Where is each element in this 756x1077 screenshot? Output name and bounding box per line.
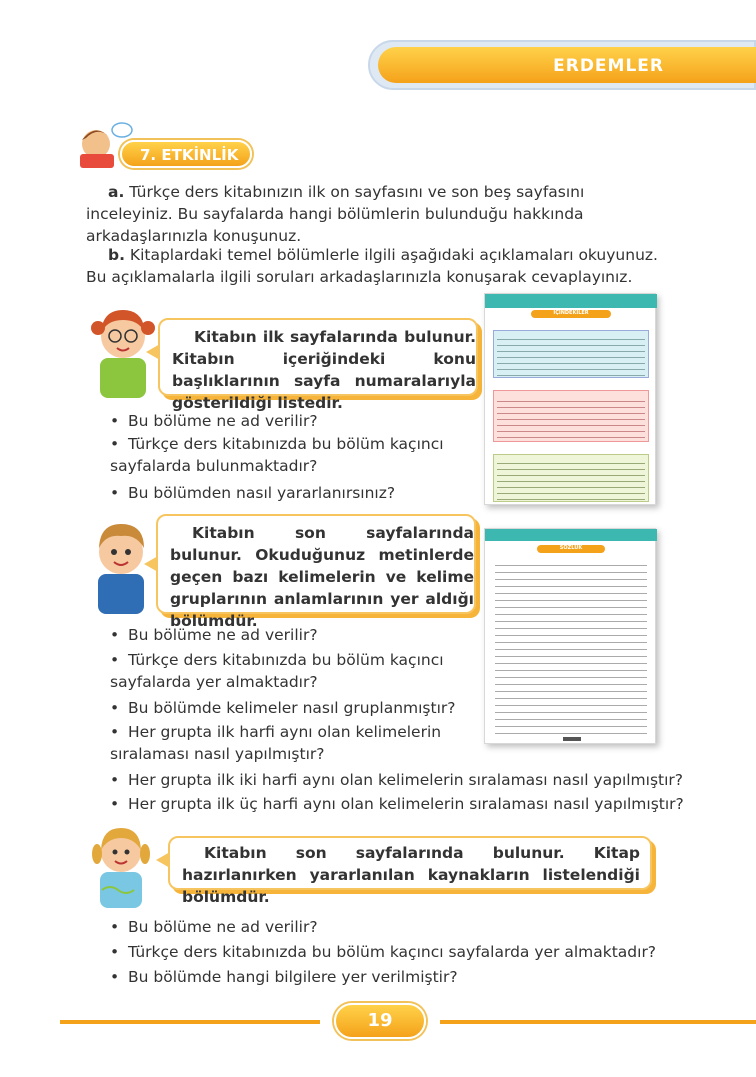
question-2-6: • Her grupta ilk üç harfi aynı olan kelimelerin sıralaması nasıl yapılmıştır? — [110, 795, 684, 813]
question-2-5: • Her grupta ilk iki harfi aynı olan kelimelerin sıralaması nasıl yapılmıştır? — [110, 771, 684, 789]
activity-badge — [120, 140, 252, 168]
question-text: Bu bölüme ne ad verilir? — [128, 918, 318, 936]
bubble-1-text: Kitabın ilk sayfalarında bulunur. Kitabın içeriğindeki konu başlıklarının sayfa numaralarıyla gösterildiği listedir. — [172, 328, 476, 412]
question-3-2: • Türkçe ders kitabınızda bu bölüm kaçıncı sayfalarda yer almaktadır? — [110, 943, 657, 961]
question-text: Bu bölümde hangi bilgilere yer verilmiştir? — [128, 968, 458, 986]
question-text: Bu bölümden nasıl yararlanırsınız? — [128, 484, 396, 502]
question-text: Her grupta ilk üç harfi aynı olan kelimelerin sıralaması nasıl yapılmıştır? — [128, 795, 684, 813]
question-2-1: • Bu bölüme ne ad verilir? — [110, 626, 318, 644]
toc-thumb-title: İÇİNDEKİLER — [553, 310, 589, 316]
question-1-1: • Bu bölüme ne ad verilir? — [110, 412, 318, 430]
page-number: 19 — [334, 1003, 426, 1039]
glossary-page-thumbnail — [484, 528, 656, 744]
activity-label: 7. ETKİNLİK — [140, 146, 239, 164]
glossary-thumb-title: SÖZLÜK — [559, 545, 583, 551]
instruction-a-text: Türkçe ders kitabınızın ilk on sayfasını ve son beş sayfasını inceleyiniz. Bu sayfalarda hangi bölümlerin bulunduğu hakkında arkadaşlarınızla konuşunuz. — [86, 183, 585, 245]
question-1-3: • Bu bölümden nasıl yararlanırsınız? — [110, 484, 396, 502]
marker-a: a. — [108, 183, 125, 201]
question-3-3: • Bu bölümde hangi bilgilere yer verilmiştir? — [110, 968, 458, 986]
bubble-3-tail — [156, 852, 170, 868]
footer-line-left — [60, 1020, 320, 1024]
toc-page-thumbnail — [484, 293, 656, 505]
bubble-3-text: Kitabın son sayfalarında bulunur. Kitap hazırlanırken yararlanılan kaynakların listelendiği bölümdür. — [182, 844, 640, 906]
question-2-2: • Türkçe ders kitabınızda bu bölüm kaçıncı sayfalarda yer almaktadır? — [110, 651, 444, 691]
girl-pigtails-illustration — [88, 820, 154, 908]
question-text: Türkçe ders kitabınızda bu bölüm kaçıncı sayfalarda yer almaktadır? — [110, 651, 444, 691]
question-text: Türkçe ders kitabınızda bu bölüm kaçıncı sayfalarda yer almaktadır? — [128, 943, 657, 961]
instruction-a — [86, 181, 670, 247]
marker-b: b. — [108, 246, 125, 264]
question-text: Bu bölüme ne ad verilir? — [128, 412, 318, 430]
question-text: Türkçe ders kitabınızda bu bölüm kaçıncı sayfalarda bulunmaktadır? — [110, 435, 444, 475]
footer-line-right — [440, 1020, 756, 1024]
bubble-1-tail — [146, 344, 160, 360]
question-text: Her grupta ilk harfi aynı olan kelimelerin sıralaması nasıl yapılmıştır? — [110, 723, 442, 763]
instruction-b-text: Kitaplardaki temel bölümlerle ilgili aşağıdaki açıklamaları okuyunuz. Bu açıklamalarla ilgili soruları arkadaşlarınızla konuşarak cevaplayınız. — [86, 246, 658, 286]
instruction-b — [86, 244, 670, 288]
question-2-4: • Her grupta ilk harfi aynı olan kelimelerin sıralaması nasıl yapılmıştır? — [110, 723, 442, 763]
unit-title: ERDEMLER — [553, 56, 664, 76]
bubble-2-tail — [144, 556, 158, 572]
bubble-2-text: Kitabın son sayfalarında bulunur. Okuduğunuz metinlerde geçen bazı kelimelerin ve kelime gruplarının anlamlarının yer aldığı bölümdür. — [170, 524, 474, 630]
question-1-2: • Türkçe ders kitabınızda bu bölüm kaçıncı sayfalarda bulunmaktadır? — [110, 435, 444, 475]
question-2-3: • Bu bölümde kelimeler nasıl gruplanmıştır? — [110, 699, 456, 717]
question-text: Bu bölümde kelimeler nasıl gruplanmıştır? — [128, 699, 456, 717]
question-text: Bu bölüme ne ad verilir? — [128, 626, 318, 644]
question-3-1: • Bu bölüme ne ad verilir? — [110, 918, 318, 936]
question-text: Her grupta ilk iki harfi aynı olan kelimelerin sıralaması nasıl yapılmıştır? — [128, 771, 684, 789]
